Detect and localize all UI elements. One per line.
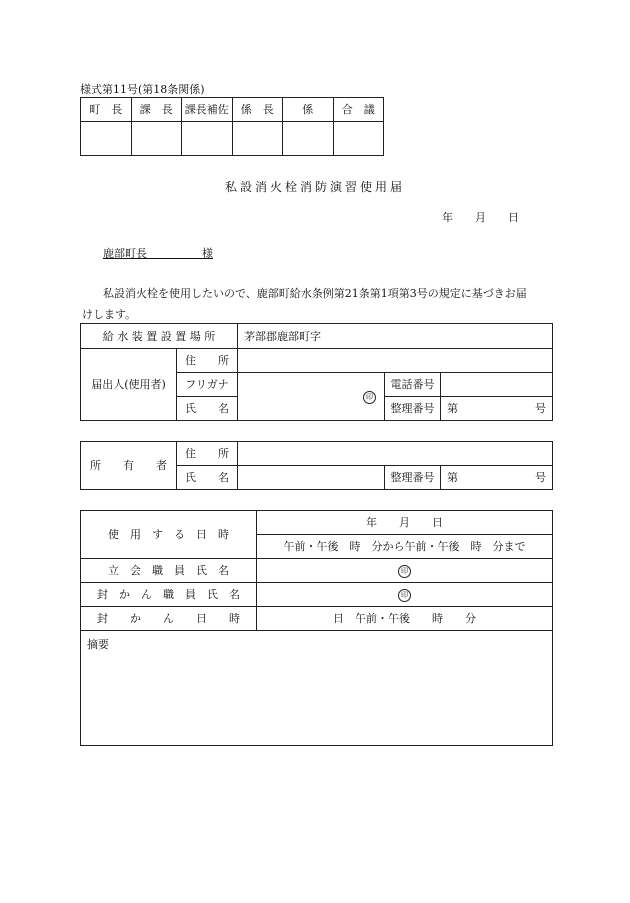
approval-stamp-box[interactable] bbox=[333, 122, 384, 156]
addressee: 鹿部町長 様 bbox=[103, 247, 213, 260]
owner-name-label: 氏 名 bbox=[177, 466, 238, 490]
name-label: 氏 名 bbox=[177, 397, 238, 421]
usage-time-field[interactable]: 午前・午後 時 分から午前・午後 時 分まで bbox=[257, 535, 553, 559]
usage-datetime-label: 使 用 す る 日 時 bbox=[81, 511, 257, 559]
ref-label: 整理番号 bbox=[385, 397, 441, 421]
owner-name-field[interactable] bbox=[238, 466, 385, 490]
owner-ref-field[interactable] bbox=[441, 466, 553, 490]
remarks-label: 摘要 bbox=[87, 638, 109, 651]
approval-header-unit-chief: 係 長 bbox=[232, 98, 283, 122]
owner-table bbox=[80, 441, 553, 490]
body-text-line1: 私設消火栓を使用したいので、鹿部町給水条例第21条第1項第3号の規定に基づきお届 bbox=[103, 287, 527, 300]
approval-header-consultation: 合 議 bbox=[333, 98, 384, 122]
approval-stamp-box[interactable] bbox=[81, 122, 132, 156]
owner-address-field[interactable] bbox=[238, 442, 553, 466]
sealing-datetime-field[interactable]: 日 午前・午後 時 分 bbox=[257, 607, 553, 631]
owner-label: 所 有 者 bbox=[81, 442, 177, 490]
furigana-label: フリガナ bbox=[177, 373, 238, 397]
seal-icon: 印 bbox=[398, 565, 411, 578]
approval-header-section-chief: 課 長 bbox=[131, 98, 182, 122]
approval-table bbox=[80, 97, 384, 156]
ref-suffix: 号 bbox=[535, 402, 547, 415]
witness-field[interactable] bbox=[257, 559, 553, 583]
owner-ref-suffix: 号 bbox=[535, 471, 547, 484]
location-field[interactable]: 茅部郡鹿部町字 bbox=[238, 324, 553, 349]
sealing-staff-field[interactable] bbox=[257, 583, 553, 607]
sealing-staff-label: 封 か ん 職 員 氏 名 bbox=[81, 583, 257, 607]
ref-prefix: 第 bbox=[447, 402, 459, 415]
approval-header-staff: 係 bbox=[283, 98, 334, 122]
remarks-field[interactable] bbox=[81, 631, 553, 746]
witness-label: 立 会 職 員 氏 名 bbox=[81, 559, 257, 583]
approval-stamp-box[interactable] bbox=[182, 122, 233, 156]
name-field[interactable] bbox=[238, 373, 385, 421]
applicant-label: 届出人(使用者) bbox=[81, 349, 177, 421]
approval-stamp-box[interactable] bbox=[131, 122, 182, 156]
owner-address-label: 住 所 bbox=[177, 442, 238, 466]
form-id: 様式第11号(第18条関係) bbox=[80, 83, 205, 96]
usage-date-field[interactable]: 年 月 日 bbox=[257, 511, 553, 535]
location-label: 給 水 装 置 設 置 場 所 bbox=[81, 324, 238, 349]
document-title: 私設消火栓消防演習使用届 bbox=[224, 180, 405, 194]
date-line: 年 月 日 bbox=[442, 211, 519, 224]
address-field[interactable] bbox=[238, 349, 553, 373]
body-text-line2: けします。 bbox=[82, 308, 137, 321]
usage-table bbox=[80, 510, 553, 746]
owner-ref-label: 整理番号 bbox=[385, 466, 441, 490]
ref-field[interactable] bbox=[441, 397, 553, 421]
phone-label: 電話番号 bbox=[385, 373, 441, 397]
approval-header-mayor: 町 長 bbox=[81, 98, 132, 122]
seal-icon: 印 bbox=[398, 589, 411, 602]
applicant-table bbox=[80, 323, 553, 421]
seal-icon: 印 bbox=[363, 391, 376, 404]
sealing-datetime-label: 封 か ん 日 時 bbox=[81, 607, 257, 631]
owner-ref-prefix: 第 bbox=[447, 471, 458, 484]
approval-stamp-box[interactable] bbox=[283, 122, 334, 156]
approval-header-deputy: 課長補佐 bbox=[182, 98, 233, 122]
phone-field[interactable] bbox=[441, 373, 553, 397]
address-label: 住 所 bbox=[177, 349, 238, 373]
approval-stamp-box[interactable] bbox=[232, 122, 283, 156]
